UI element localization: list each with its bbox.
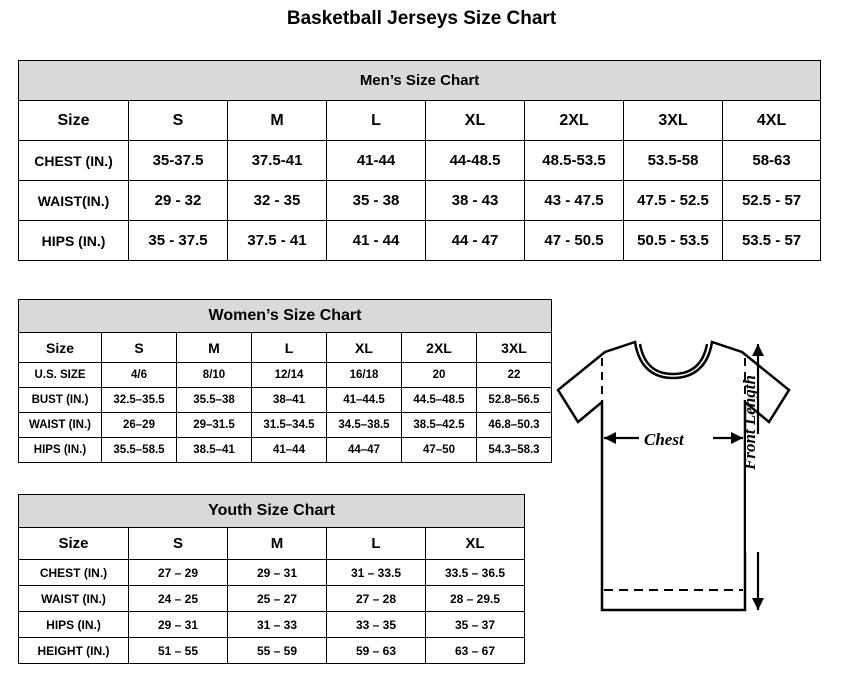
cell-us-size-l: 12/14	[252, 363, 327, 388]
cell-height-s: 51 – 55	[129, 638, 228, 664]
col-header-l: L	[252, 333, 327, 363]
table-caption-row	[19, 61, 821, 101]
mens-size-chart	[18, 60, 820, 261]
table-row	[19, 221, 821, 261]
youth-size-table	[18, 494, 525, 664]
table-row	[19, 586, 525, 612]
col-header-4xl: 4XL	[723, 101, 821, 141]
cell-us-size-s: 4/6	[102, 363, 177, 388]
cell-hips-s: 35 - 37.5	[129, 221, 228, 261]
row-label-hips: HIPS (IN.)	[19, 221, 129, 261]
cell-chest-s: 27 – 29	[129, 560, 228, 586]
cell-waist-xl: 28 – 29.5	[426, 586, 525, 612]
cell-hips-s: 29 – 31	[129, 612, 228, 638]
table-row	[19, 363, 552, 388]
cell-waist-m: 25 – 27	[228, 586, 327, 612]
col-header-3xl: 3XL	[477, 333, 552, 363]
jersey-outline-svg	[540, 330, 835, 660]
col-header-3xl: 3XL	[624, 101, 723, 141]
row-label-hips: HIPS (IN.)	[19, 438, 102, 463]
cell-hips-3xl: 50.5 - 53.5	[624, 221, 723, 261]
cell-us-size-m: 8/10	[177, 363, 252, 388]
cell-bust-3xl: 52.8–56.5	[477, 388, 552, 413]
cell-hips-3xl: 54.3–58.3	[477, 438, 552, 463]
col-header-2xl: 2XL	[402, 333, 477, 363]
row-label-chest: CHEST (IN.)	[19, 141, 129, 181]
row-label-chest: CHEST (IN.)	[19, 560, 129, 586]
col-header-size: Size	[19, 333, 102, 363]
cell-hips-m: 37.5 - 41	[228, 221, 327, 261]
col-header-s: S	[129, 528, 228, 560]
front-length-label: Front Length	[740, 375, 759, 470]
cell-hips-l: 41 - 44	[327, 221, 426, 261]
cell-hips-l: 33 – 35	[327, 612, 426, 638]
cell-chest-m: 29 – 31	[228, 560, 327, 586]
womens-size-table	[18, 299, 552, 463]
cell-bust-l: 38–41	[252, 388, 327, 413]
table-row	[19, 181, 821, 221]
front-length-arrow-bottom	[752, 598, 764, 610]
cell-waist-4xl: 52.5 - 57	[723, 181, 821, 221]
cell-waist-l: 35 - 38	[327, 181, 426, 221]
table-row	[19, 638, 525, 664]
table-row	[19, 612, 525, 638]
cell-bust-2xl: 44.5–48.5	[402, 388, 477, 413]
cell-hips-l: 41–44	[252, 438, 327, 463]
cell-chest-4xl: 58-63	[723, 141, 821, 181]
row-label-waist: WAIST(IN.)	[19, 181, 129, 221]
table-row	[19, 560, 525, 586]
cell-waist-m: 29–31.5	[177, 413, 252, 438]
cell-chest-xl: 44-48.5	[426, 141, 525, 181]
cell-hips-2xl: 47–50	[402, 438, 477, 463]
table-caption-row	[19, 495, 525, 528]
cell-waist-2xl: 43 - 47.5	[525, 181, 624, 221]
cell-hips-s: 35.5–58.5	[102, 438, 177, 463]
youth-size-chart	[18, 494, 524, 664]
cell-us-size-3xl: 22	[477, 363, 552, 388]
youth-caption: Youth Size Chart	[19, 495, 525, 528]
cell-hips-4xl: 53.5 - 57	[723, 221, 821, 261]
cell-waist-l: 27 – 28	[327, 586, 426, 612]
cell-waist-3xl: 46.8–50.3	[477, 413, 552, 438]
col-header-xl: XL	[327, 333, 402, 363]
cell-chest-2xl: 48.5-53.5	[525, 141, 624, 181]
col-header-l: L	[327, 528, 426, 560]
col-header-m: M	[228, 101, 327, 141]
cell-height-xl: 63 – 67	[426, 638, 525, 664]
cell-waist-3xl: 47.5 - 52.5	[624, 181, 723, 221]
row-label-us-size: U.S. SIZE	[19, 363, 102, 388]
table-header-row	[19, 528, 525, 560]
table-header-row	[19, 101, 821, 141]
col-header-m: M	[177, 333, 252, 363]
cell-waist-m: 32 - 35	[228, 181, 327, 221]
chest-label: Chest	[644, 430, 684, 449]
col-header-2xl: 2XL	[525, 101, 624, 141]
col-header-xl: XL	[426, 101, 525, 141]
cell-chest-m: 37.5-41	[228, 141, 327, 181]
mens-caption: Men’s Size Chart	[19, 61, 821, 101]
cell-waist-xl: 34.5–38.5	[327, 413, 402, 438]
cell-height-m: 55 – 59	[228, 638, 327, 664]
table-row	[19, 388, 552, 413]
womens-size-chart	[18, 299, 551, 463]
cell-chest-3xl: 53.5-58	[624, 141, 723, 181]
cell-height-l: 59 – 63	[327, 638, 426, 664]
col-header-l: L	[327, 101, 426, 141]
row-label-waist: WAIST (IN.)	[19, 586, 129, 612]
cell-waist-s: 24 – 25	[129, 586, 228, 612]
front-length-arrow-top	[752, 344, 764, 356]
col-header-m: M	[228, 528, 327, 560]
womens-caption: Women’s Size Chart	[19, 300, 552, 333]
cell-chest-s: 35-37.5	[129, 141, 228, 181]
row-label-height: HEIGHT (IN.)	[19, 638, 129, 664]
row-label-bust: BUST (IN.)	[19, 388, 102, 413]
cell-chest-l: 31 – 33.5	[327, 560, 426, 586]
col-header-size: Size	[19, 101, 129, 141]
cell-hips-xl: 44 - 47	[426, 221, 525, 261]
cell-bust-s: 32.5–35.5	[102, 388, 177, 413]
row-label-hips: HIPS (IN.)	[19, 612, 129, 638]
cell-waist-s: 26–29	[102, 413, 177, 438]
col-header-s: S	[102, 333, 177, 363]
cell-waist-s: 29 - 32	[129, 181, 228, 221]
cell-chest-xl: 33.5 – 36.5	[426, 560, 525, 586]
table-header-row	[19, 333, 552, 363]
col-header-xl: XL	[426, 528, 525, 560]
col-header-s: S	[129, 101, 228, 141]
cell-hips-2xl: 47 - 50.5	[525, 221, 624, 261]
cell-bust-m: 35.5–38	[177, 388, 252, 413]
page-title: Basketball Jerseys Size Chart	[286, 8, 557, 29]
cell-chest-l: 41-44	[327, 141, 426, 181]
cell-bust-xl: 41–44.5	[327, 388, 402, 413]
cell-hips-m: 38.5–41	[177, 438, 252, 463]
table-row	[19, 413, 552, 438]
cell-waist-l: 31.5–34.5	[252, 413, 327, 438]
cell-us-size-2xl: 20	[402, 363, 477, 388]
cell-waist-xl: 38 - 43	[426, 181, 525, 221]
table-row	[19, 141, 821, 181]
cell-hips-xl: 44–47	[327, 438, 402, 463]
table-row	[19, 438, 552, 463]
cell-us-size-xl: 16/18	[327, 363, 402, 388]
cell-waist-2xl: 38.5–42.5	[402, 413, 477, 438]
cell-hips-xl: 35 – 37	[426, 612, 525, 638]
table-caption-row	[19, 300, 552, 333]
row-label-waist: WAIST (IN.)	[19, 413, 102, 438]
cell-hips-m: 31 – 33	[228, 612, 327, 638]
col-header-size: Size	[19, 528, 129, 560]
mens-size-table	[18, 60, 821, 261]
jersey-measurement-diagram	[540, 330, 835, 660]
